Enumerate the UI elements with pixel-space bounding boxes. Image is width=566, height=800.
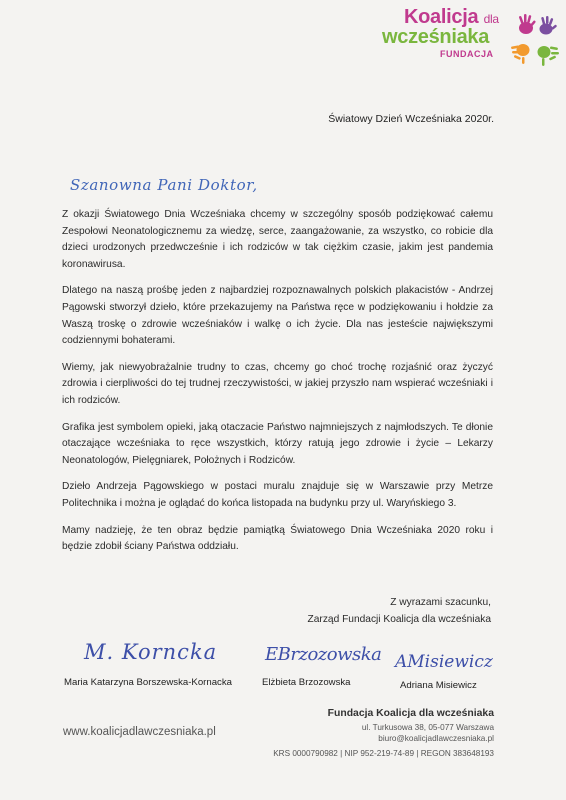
paragraph: Z okazji Światowego Dnia Wcześniaka chcemy w szczególny sposób podziękować całemu Zespołowi Neonatologicznemu za wiedzę, serce, zaangażowanie, za wszystko, co robicie dla dzieci urodzonych przedwcześnie i ich rodziców w tak ciężkim czasie, jakim jest pandemia koronawirusa. <box>62 209 493 270</box>
signature-scribble: M. Korncka <box>84 640 218 664</box>
footer-registry: KRS 0000790982 | NIP 952-219-74-89 | REGON 383648193 <box>273 749 494 758</box>
paragraph: Mamy nadzieję, że ten obraz będzie pamiątką Światowego Dnia Wcześniaka 2020 roku i będzie zdobił ściany Państwa oddziału. <box>62 524 493 553</box>
footer-email[interactable]: biuro@koalicjadlawczesniaka.pl <box>378 734 494 743</box>
signatory-name: Elżbieta Brzozowska <box>262 677 351 688</box>
website-link[interactable]: www.koalicjadlawczesniaka.pl <box>63 726 216 738</box>
letter-body <box>62 207 493 566</box>
letter-date: Światowy Dzień Wcześniaka 2020r. <box>328 113 494 125</box>
footer-street: ul. Turkusowa 38, 05-077 Warszawa <box>361 723 494 732</box>
logo-line1-small: dla <box>483 12 499 26</box>
foundation-logo <box>380 6 566 72</box>
footer-address <box>273 708 494 758</box>
colorful-hands-icon <box>506 12 564 72</box>
logo-line3: FUNDACJA <box>440 49 494 59</box>
signature-scribble: AMisiewicz <box>395 652 493 672</box>
handwritten-salutation: Szanowna Pani Doktor, <box>70 176 258 194</box>
closing-block <box>308 594 491 628</box>
paragraph: Grafika jest symbolem opieki, jaką otaczacie Państwo najmniejszych z najmłodszych. Te dłonie otaczające wcześniaka to ręce wszystkich, którzy ratują jego zdrowie i życie – Lekarzy Neonatologów, Pielęgniarek, Położnych i Rodziców. <box>62 421 493 466</box>
closing-line: Z wyrazami szacunku, <box>390 597 491 608</box>
paragraph: Wiemy, jak niewyobrażalnie trudny to czas, chcemy go choć trochę rozjaśnić oraz życzyć zdrowia i cierpliwości do tej trudnej rzeczywistości, w jakiej przyszło nam wspierać wcześniaki i ich rodziców. <box>62 361 493 406</box>
signatory-name: Adriana Misiewicz <box>400 680 477 691</box>
footer-org-name: Fundacja Koalicja dla wcześniaka <box>327 708 494 719</box>
logo-line2: wcześniaka <box>382 26 490 48</box>
logo-line1: Koalicja <box>404 6 479 28</box>
closing-signatory: Zarząd Fundacji Koalicja dla wcześniaka <box>307 614 491 625</box>
signatory-name: Maria Katarzyna Borszewska-Kornacka <box>64 677 232 688</box>
signature-scribble: EBrzozowska <box>265 644 382 665</box>
paragraph: Dzieło Andrzeja Pągowskiego w postaci muralu znajduje się w Warszawie przy Metrze Politechnika i można je oglądać do końca listopada na budynku przy ul. Waryńskiego 3. <box>62 481 493 509</box>
paragraph: Dlatego na naszą prośbę jeden z najbardziej rozpoznawalnych polskich plakacistów - Andrzej Pągowski stworzył dzieło, które przekazujemy na Państwa ręce w podziękowaniu i hołdzie za Waszą troskę o zdrowie wcześniaków i walkę o ich życie. Dla nas jesteście największymi codziennymi bohaterami. <box>62 285 493 347</box>
